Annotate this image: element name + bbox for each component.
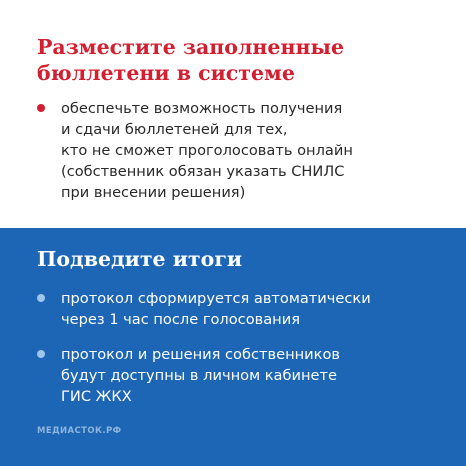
- bullet-icon: [37, 350, 45, 358]
- bullet-text: протокол сформируется автоматически через 1 час после голосования: [61, 290, 371, 328]
- bullet-text: обеспечьте возможность получения и сдачи бюллетеней для тех, кто не сможет проголосовать онлайн (собственник обязан указать СНИЛС при внесении решения): [61, 100, 353, 201]
- bullet-icon: [37, 294, 45, 302]
- source-watermark: МЕДИАСТОК.РФ: [37, 426, 122, 436]
- section-heading-results: Подведите итоги: [37, 247, 243, 271]
- top-panel: [0, 0, 466, 228]
- bullet-icon: [37, 104, 45, 112]
- section-heading-upload: Разместите заполненные бюллетени в системе: [37, 35, 345, 85]
- bullet-text: протокол и решения собственников будут доступны в личном кабинете ГИС ЖКХ: [61, 346, 340, 405]
